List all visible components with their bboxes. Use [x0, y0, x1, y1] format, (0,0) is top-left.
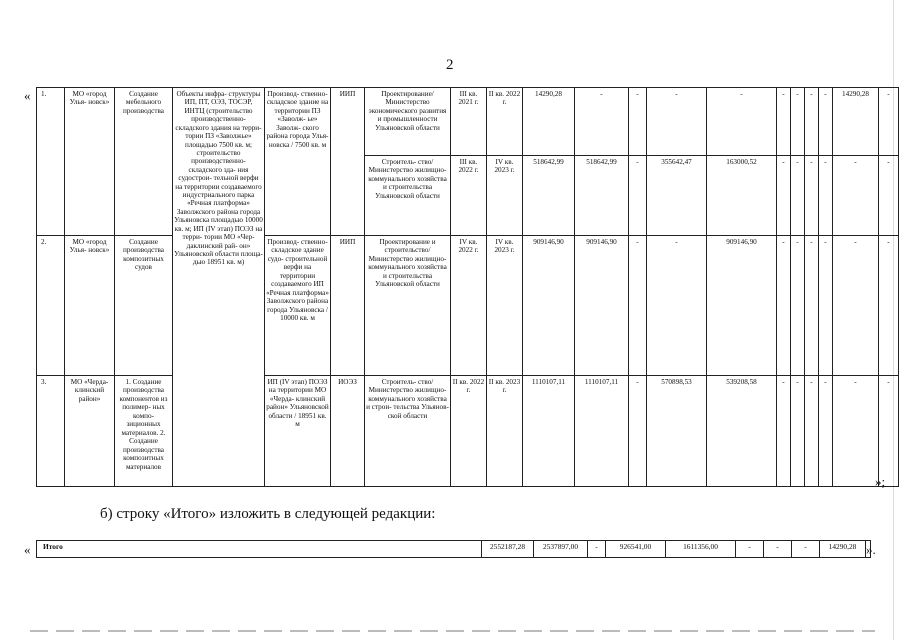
value-cell: 14290,28 [820, 541, 866, 558]
row-number: 2. [37, 236, 65, 376]
value-cell: - [777, 88, 791, 156]
facility-cell: Производ- ственно- складское здание судо- строительной верфи на территории создаваемого ИП «Речная платформа» Заволжского района города Ульяновска / 10000 кв. м [265, 236, 331, 376]
value-cell: 570898,53 [647, 376, 707, 487]
quote-open: « [24, 88, 31, 103]
table-row [37, 88, 899, 156]
total-table [36, 540, 871, 558]
value-cell: - [819, 88, 833, 156]
value-cell: - [791, 88, 805, 156]
project-cell: Создание производства композитных судов [115, 236, 173, 376]
value-cell: - [777, 236, 791, 376]
type-cell: ИИП [331, 236, 365, 376]
amendment-instruction: б) строку «Итого» изложить в следующей редакции: [100, 506, 436, 522]
start-cell: II кв. 2022 г. [451, 376, 487, 487]
value-cell: - [791, 156, 805, 236]
value-cell: - [575, 88, 629, 156]
value-cell: - [819, 376, 833, 487]
value-cell: - [879, 376, 899, 487]
value-cell: - [833, 236, 879, 376]
value-cell: - [879, 156, 899, 236]
value-cell: - [833, 376, 879, 487]
value-cell: 355642,47 [647, 156, 707, 236]
table-close-quote: »; [875, 474, 886, 489]
objects-cell: Объекты инфра- структуры ИП, ПТ, ОЭЗ, ТОСЭР, ИНТЦ (строительство производственно- складского здания на терри- тории ПЗ «Заволжье» площадью 7500 кв. м; строительство производственно- складского зда- ния судострои- тельной верфи на территории создаваемого индустриального парка «Речная платформа» Заволжского района города Ульяновска площадью 10000 кв. м; ИП (IV этап) ПОЭЗ на терри- тории МО «Чер- даклинский рай- он» Ульяновской области площа- дью 18951 кв. м) [173, 88, 265, 487]
row-number: 1. [37, 88, 65, 236]
end-cell: IV кв. 2023 г. [487, 236, 523, 376]
total-cell: 2552187,28 [482, 541, 534, 558]
total-cell: 14290,28 [523, 88, 575, 156]
facility-cell: Производ- ственно- складское здание на территории ПЗ «Заволж- ье» Заволж- ского района города Улья- новска / 7500 кв. м [265, 88, 331, 236]
value-cell: - [777, 376, 791, 487]
value-cell: - [588, 541, 606, 558]
value-cell: - [777, 156, 791, 236]
value-cell: - [629, 236, 647, 376]
total-cell: 1110107,11 [523, 376, 575, 487]
start-cell: IV кв. 2022 г. [451, 236, 487, 376]
value-cell: 163000,52 [707, 156, 777, 236]
table-row [37, 376, 899, 487]
type-cell: ИОЭЗ [331, 376, 365, 487]
scan-artifact-line [30, 630, 875, 632]
start-cell: III кв. 2022 г. [451, 156, 487, 236]
page-number: 2 [446, 57, 454, 73]
value-cell: 926541,00 [606, 541, 666, 558]
value-cell: - [805, 156, 819, 236]
value-cell: 539208,58 [707, 376, 777, 487]
total-cell: 518642,99 [523, 156, 575, 236]
value-cell: - [819, 156, 833, 236]
start-cell: III кв. 2021 г. [451, 88, 487, 156]
end-cell: IV кв. 2023 г. [487, 156, 523, 236]
value-cell: - [647, 88, 707, 156]
value-cell: 1611356,00 [666, 541, 736, 558]
value-cell: - [629, 376, 647, 487]
total-label: Итого [37, 541, 482, 558]
total-row [37, 541, 871, 558]
value-cell: - [805, 88, 819, 156]
value-cell: 909146,90 [575, 236, 629, 376]
value-cell: 1110107,11 [575, 376, 629, 487]
value-cell: - [736, 541, 764, 558]
value-cell: 909146,90 [707, 236, 777, 376]
value-cell: - [647, 236, 707, 376]
value-cell: - [764, 541, 792, 558]
value-cell: - [833, 156, 879, 236]
responsible-cell: Проектирование и строительство/ Министерство жилищно- коммунального хозяйства и строительства Ульяновской области [365, 236, 451, 376]
value-cell: - [629, 88, 647, 156]
row-number: 3. [37, 376, 65, 487]
end-cell: II кв. 2023 г. [487, 376, 523, 487]
value-cell: - [792, 541, 820, 558]
responsible-cell: Проектирование/ Министерство экономического развития и промышленности Ульяновской области [365, 88, 451, 156]
responsible-cell: Строитель- ство/Министерство жилищно- коммунального хозяйства и строительства Ульяновской области [365, 156, 451, 236]
value-cell: - [805, 236, 819, 376]
municipality-cell: МО «город Улья- новск» [65, 88, 115, 236]
total-quote-open: « [24, 542, 31, 557]
project-cell: Создание мебельного производства [115, 88, 173, 236]
project-cell: 1. Создание производства компонентов из полимер- ных компо- зиционных материалов. 2. Создание производства композитных материалов [115, 376, 173, 487]
table-row [37, 236, 899, 376]
value-cell: - [805, 376, 819, 487]
value-cell: - [879, 236, 899, 376]
value-cell: - [707, 88, 777, 156]
end-cell: II кв. 2022 г. [487, 88, 523, 156]
municipality-cell: МО «Черда- клинский район» [65, 376, 115, 487]
value-cell: - [791, 236, 805, 376]
program-table [36, 87, 899, 487]
value-cell: 518642,99 [575, 156, 629, 236]
facility-cell: ИП (IV этап) ПОЭЗ на территории МО «Черда- клинский район» Ульяновской области / 18951 кв. м [265, 376, 331, 487]
total-close-quote: ». [866, 542, 876, 557]
value-cell: - [879, 88, 899, 156]
municipality-cell: МО «город Улья- новск» [65, 236, 115, 376]
value-cell: - [629, 156, 647, 236]
type-cell: ИИП [331, 88, 365, 236]
value-cell: - [819, 236, 833, 376]
responsible-cell: Строитель- ство/Министерство жилищно- коммунального хозяйства и строи- тельства Ульянов- ской области [365, 376, 451, 487]
value-cell: 2537897,00 [534, 541, 588, 558]
value-cell: 14290,28 [833, 88, 879, 156]
total-cell: 909146,90 [523, 236, 575, 376]
value-cell: - [791, 376, 805, 487]
